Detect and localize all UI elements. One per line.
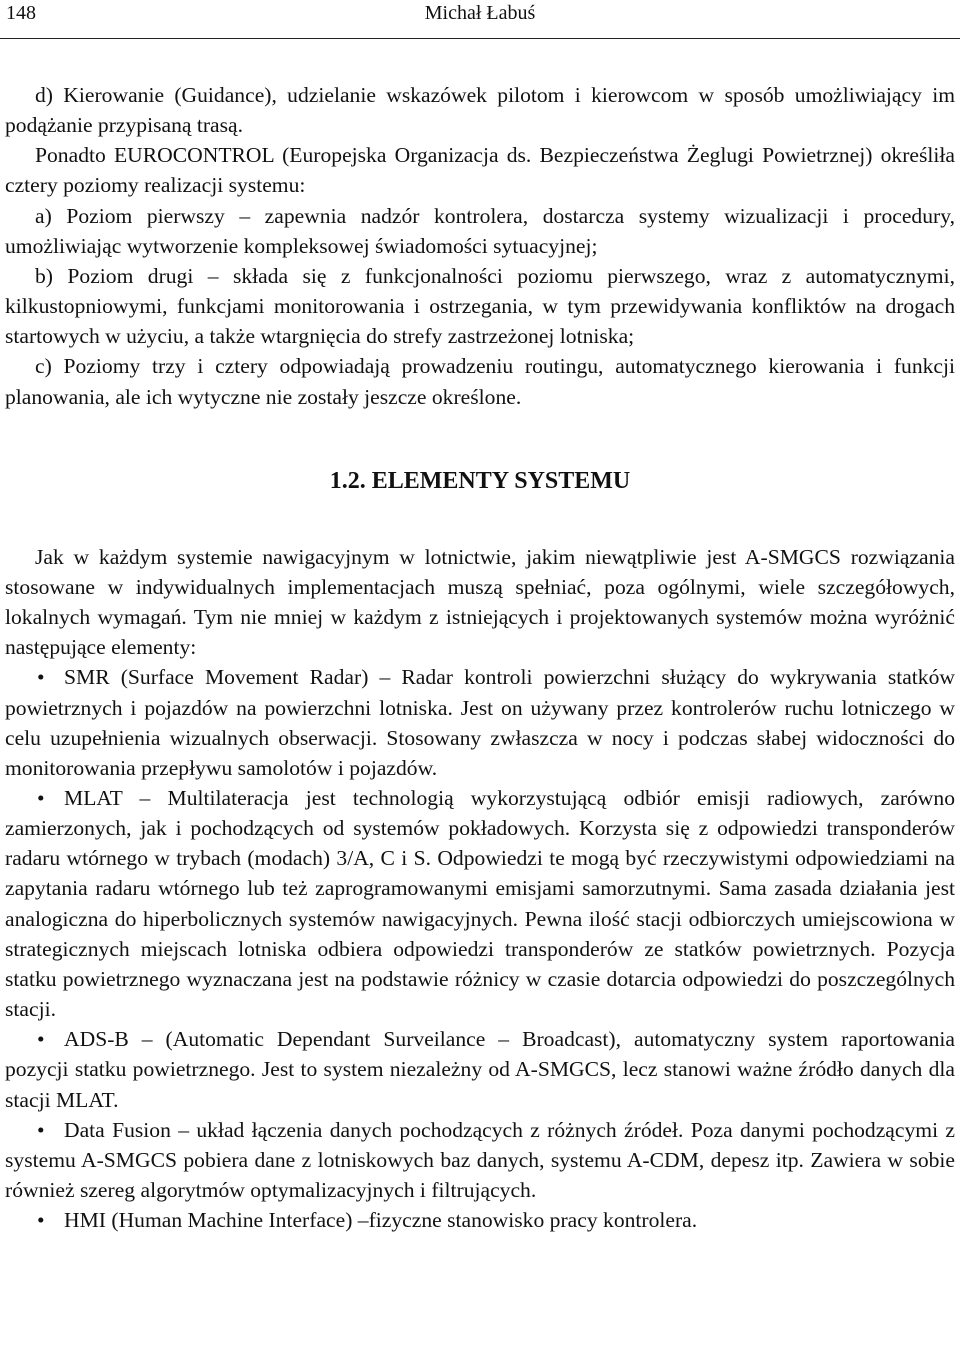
bullet-text: MLAT – Multilateracja jest technologią wykorzystującą odbiór emisji radiowych, zarówno zamierzonych, jak i pochodzących od systemów pokładowych. Korzysta się z odpowiedzi transponderów radaru wtórnego w trybach (modach) 3/A, C i S. Odpowiedzi te mogą być rzeczywistymi odpowiedziami na zapytania radaru wtórnego lub też zaprogramowanymi emisjami samorzutnymi. Sama zasada działania jest analogiczna do hiperbolicznych systemów nawigacyjnych. Pewna ilość stacji odbiorczych umiejscowiona w strategicznych miejscach lotniska odbiera odpowiedzi transponderów ze statków powietrznych. Pozycja statku powietrznego wyznaczana jest na podstawie różnicy w czasie dotarcia odpowiedzi do poszczególnych stacji. <box>5 785 955 1022</box>
bullet-item-data-fusion <box>5 1115 955 1205</box>
bullet-item-hmi <box>5 1205 955 1235</box>
bullet-marker: • <box>37 1027 45 1052</box>
bullet-text: Data Fusion – układ łączenia danych pochodzących z różnych źródeł. Poza danymi pochodzącymi z systemu A-SMGCS pobiera dane z lotniskowych baz danych, systemu A-CDM, depesz itp. Zawiera w sobie również szereg algorytmów optymalizacyjnych i filtrujących. <box>5 1117 955 1202</box>
bullet-text: SMR (Surface Movement Radar) – Radar kontroli powierzchni służący do wykrywania statków powietrznych i pojazdów na powierzchni lotniska. Jest on używany przez kontrolerów ruchu lotniczego w celu uzupełnienia wizualnych obserwacji. Stosowany zwłaszcza w nocy i podczas słabej widoczności do monitorowania przepływu samolotów i pojazdów. <box>5 665 955 780</box>
section-heading: 1.2. ELEMENTY SYSTEMU <box>329 467 631 494</box>
paragraph-eurocontrol: Ponadto EUROCONTROL (Europejska Organizacja ds. Bezpieczeństwa Żeglugi Powietrznej) określiła cztery poziomy realizacji systemu: <box>5 143 955 198</box>
paragraph-level-b: b) Poziom drugi – składa się z funkcjonalności poziomu pierwszego, wraz z automatycznymi, kilkustopniowymi, funkcjami monitorowania i ostrzegania, w tym przewidywania konfliktów na drogach startowych w użyciu, a także wtargnięcia do strefy zastrzeżonej lotniska; <box>5 263 955 349</box>
page-header <box>0 0 960 39</box>
bullet-marker: • <box>37 1208 45 1233</box>
paragraph-d-guidance: d) Kierowanie (Guidance), udzielanie wskazówek pilotom i kierowcom w sposób umożliwiający im podążanie przypisaną trasą. <box>5 83 955 138</box>
section-intro-paragraph: Jak w każdym systemie nawigacyjnym w lotnictwie, jakim niewątpliwie jest A-SMGCS rozwiązania stosowane w indywidualnych implementacjach muszą spełniać, poza ogólnymi, wiele szczegółowych, lokalnych wymagań. Tym nie mniej w każdym z istniejących i projektowanych systemów można wyróżnić następujące elementy: <box>5 544 955 660</box>
bullet-marker: • <box>37 665 45 690</box>
paragraph-level-c: c) Poziomy trzy i cztery odpowiadają prowadzeniu routingu, automatycznego kierowania i funkcji planowania, ale ich wytyczne nie zostały jeszcze określone. <box>5 354 955 409</box>
page-number: 148 <box>6 2 36 24</box>
bullet-marker: • <box>37 785 45 810</box>
bullet-item-ads-b <box>5 1024 955 1114</box>
running-head-author: Michał Łabuś <box>424 2 536 24</box>
paragraph-level-a: a) Poziom pierwszy – zapewnia nadzór kontrolera, dostarcza systemy wizualizacji i procedury, umożliwiając wytworzenie kompleksowej świadomości sytuacyjnej; <box>5 203 955 258</box>
page-content <box>5 80 955 1235</box>
bullet-text: ADS-B – (Automatic Dependant Surveilance – Broadcast), automatyczny system raportowania pozycji statku powietrznego. Jest to system niezależny od A-SMGCS, lecz stanowi ważne źródło danych dla stacji MLAT. <box>5 1027 955 1112</box>
bullet-marker: • <box>37 1117 45 1142</box>
bullet-item-mlat <box>5 783 955 1024</box>
bullet-text: HMI (Human Machine Interface) –fizyczne stanowisko pracy kontrolera. <box>64 1208 698 1233</box>
bullet-item-smr <box>5 662 955 783</box>
